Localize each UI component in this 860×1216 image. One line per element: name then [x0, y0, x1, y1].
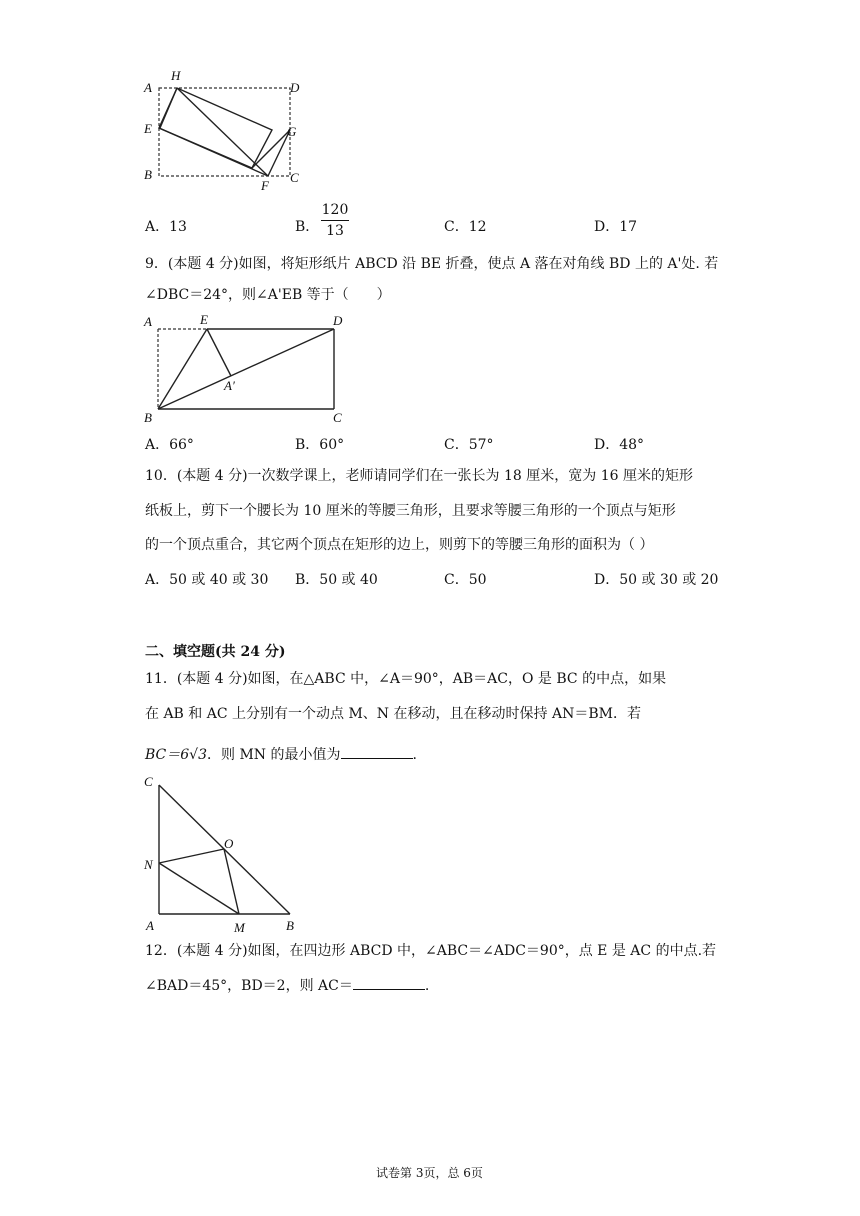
q12-line2-end: . — [424, 978, 430, 994]
q9-option-a: A．66° — [145, 437, 194, 453]
q12-answer-blank[interactable] — [353, 975, 425, 990]
q11-line2: 在 AB 和 AC 上分别有一个动点 M、N 在移动，且在移动时保持 AN＝BM．若 — [145, 706, 641, 722]
q9-label-B: B — [144, 410, 152, 425]
q10-line2: 纸板上，剪下一个腰长为 10 厘米的等腰三角形，且要求等腰三角形的一个顶点与矩形 — [145, 503, 676, 519]
q8-option-a: A．13 — [145, 219, 187, 235]
q11-label-C: C — [144, 774, 153, 789]
fraction-bar — [321, 220, 349, 221]
q11-line3 — [145, 744, 417, 765]
q8-label-C: C — [290, 170, 299, 185]
q11-label-M: M — [234, 920, 245, 935]
q8-label-G: G — [287, 124, 297, 139]
q11-line1: 11．(本题 4 分)如图，在△ABC 中，∠A＝90°，AB＝AC，O 是 BC 的中点，如果 — [145, 671, 667, 687]
fraction-numerator: 120 — [321, 202, 349, 218]
q11-label-B: B — [286, 918, 294, 933]
q8-label-D: D — [290, 80, 300, 95]
q8-option-d: D．17 — [594, 219, 638, 235]
q11-line3-end: . — [412, 747, 417, 763]
q9-option-d: D．48° — [594, 437, 645, 453]
q11-figure — [140, 770, 310, 935]
q9-line2: ∠DBC＝24°，则∠A'EB 等于（ ） — [145, 287, 391, 303]
q9-option-c: C．57° — [444, 437, 494, 453]
q8-label-A: A — [144, 80, 152, 95]
q8-option-c: C．12 — [444, 219, 487, 235]
q11-label-O: O — [224, 836, 234, 851]
q12-line2 — [145, 975, 429, 996]
fraction-denominator: 13 — [326, 223, 344, 239]
q9-line1: 9．(本题 4 分)如图，将矩形纸片 ABCD 沿 BE 折叠，使点 A 落在对角线 BD 上的 A'处. 若 — [145, 256, 719, 272]
q8-label-F: F — [261, 178, 269, 193]
q9-option-b: B．60° — [295, 437, 345, 453]
q12-line2-math: ∠BAD＝45°，BD＝2，则 AC＝ — [145, 978, 353, 994]
q9-label-E: E — [200, 312, 208, 327]
q8-figure — [140, 66, 310, 194]
q11-label-A: A — [146, 918, 154, 933]
q8-label-E: E — [144, 121, 152, 136]
q9-label-D: D — [333, 313, 343, 328]
q10-option-b: B．50 或 40 — [295, 572, 378, 588]
q10-option-c: C．50 — [444, 572, 487, 588]
q8-option-b-label: B． — [295, 219, 320, 235]
q9-label-A-prime: A′ — [224, 378, 235, 393]
q11-math-bc: BC＝6√3 — [145, 747, 207, 763]
q11-label-N: N — [144, 857, 153, 872]
q10-option-d: D．50 或 30 或 20 — [594, 572, 719, 588]
q12-line1: 12．(本题 4 分)如图，在四边形 ABCD 中，∠ABC＝∠ADC＝90°，点 E 是 AC 的中点.若 — [145, 943, 717, 959]
q11-answer-blank[interactable] — [341, 744, 413, 759]
q8-label-B: B — [144, 167, 152, 182]
q10-line1: 10．(本题 4 分)一次数学课上，老师请同学们在一张长为 18 厘米，宽为 16 厘米的矩形 — [145, 468, 693, 484]
q9-label-C: C — [333, 410, 342, 425]
q10-line3: 的一个顶点重合，其它两个顶点在矩形的边上，则剪下的等腰三角形的面积为（ ） — [145, 537, 654, 553]
page-footer: 试卷第 3页，总 6页 — [376, 1166, 483, 1180]
q9-label-A: A — [144, 314, 152, 329]
section-title-fill-in: 二、填空题(共 24 分) — [145, 644, 286, 660]
q10-option-a: A．50 或 40 或 30 — [145, 572, 269, 588]
q8-option-b-fraction — [315, 202, 355, 239]
q11-line3-text: ．则 MN 的最小值为 — [207, 747, 341, 763]
q9-figure — [140, 310, 350, 425]
q8-label-H: H — [171, 68, 181, 83]
